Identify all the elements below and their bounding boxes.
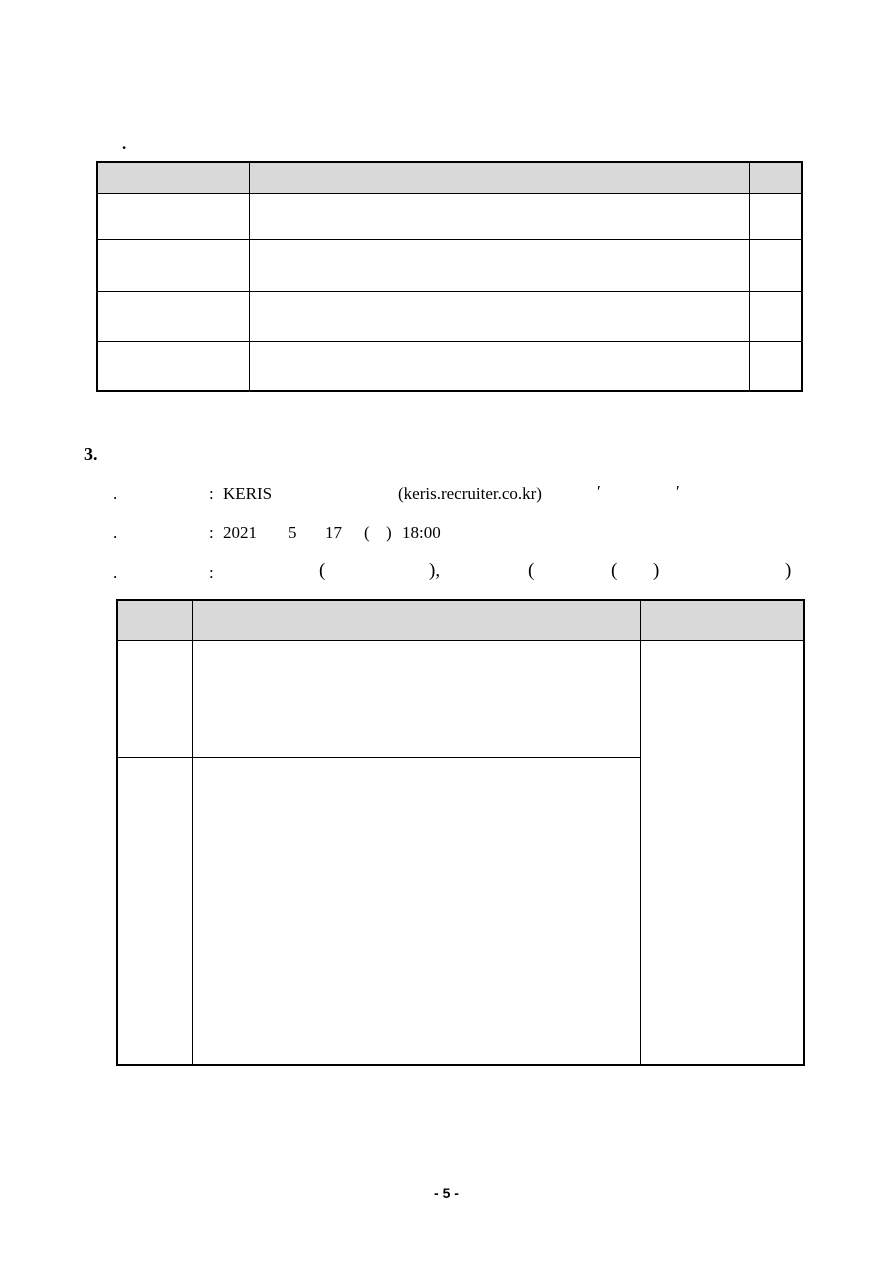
table-2-col-divider	[192, 600, 193, 1065]
line-1-bullet: .	[113, 484, 118, 503]
deadline-day: 17	[325, 523, 342, 542]
deadline-year: 2021	[223, 523, 257, 542]
section-3-number: 3.	[84, 444, 98, 464]
line-3-paren-1-close: ),	[429, 560, 441, 581]
table-1-col-divider	[749, 162, 750, 391]
line-3-paren-1-open: (	[319, 560, 326, 581]
line-2-paren-close: )	[386, 523, 392, 542]
page-number: - 5 -	[434, 1185, 459, 1201]
line-3-colon: :	[209, 563, 214, 582]
line-3-bullet: .	[113, 563, 118, 582]
line-1-quote-open: ′	[597, 482, 601, 501]
section-a-bullet: .	[122, 134, 127, 153]
line-2-colon: :	[209, 523, 214, 542]
table-1-border	[96, 161, 803, 392]
line-1-quote-close: ′	[676, 482, 680, 501]
line-2-paren-open: (	[364, 523, 370, 542]
line-3-paren-2-close: )	[785, 560, 792, 581]
deadline-time: 18:00	[402, 523, 441, 542]
table-1-row-divider	[97, 291, 802, 292]
line-3-paren-3-close: )	[653, 560, 660, 581]
line-2-bullet: .	[113, 523, 118, 542]
deadline-month: 5	[288, 523, 297, 542]
line-1-site-name: KERIS	[223, 484, 273, 503]
table-2-header-divider	[117, 640, 803, 641]
table-2-col-divider	[640, 600, 641, 1065]
line-1-colon: :	[209, 484, 214, 503]
line-1-url: (keris.recruiter.co.kr)	[398, 484, 542, 503]
table-1-row-divider	[97, 193, 802, 194]
table-1-row-divider	[97, 239, 802, 240]
line-3-paren-2-open: (	[528, 560, 535, 581]
table-1-row-divider	[97, 341, 802, 342]
line-3-paren-3-open: (	[611, 560, 618, 581]
table-2-border	[116, 599, 805, 1066]
table-2-row-divider	[117, 757, 640, 758]
table-1-col-divider	[249, 162, 250, 391]
